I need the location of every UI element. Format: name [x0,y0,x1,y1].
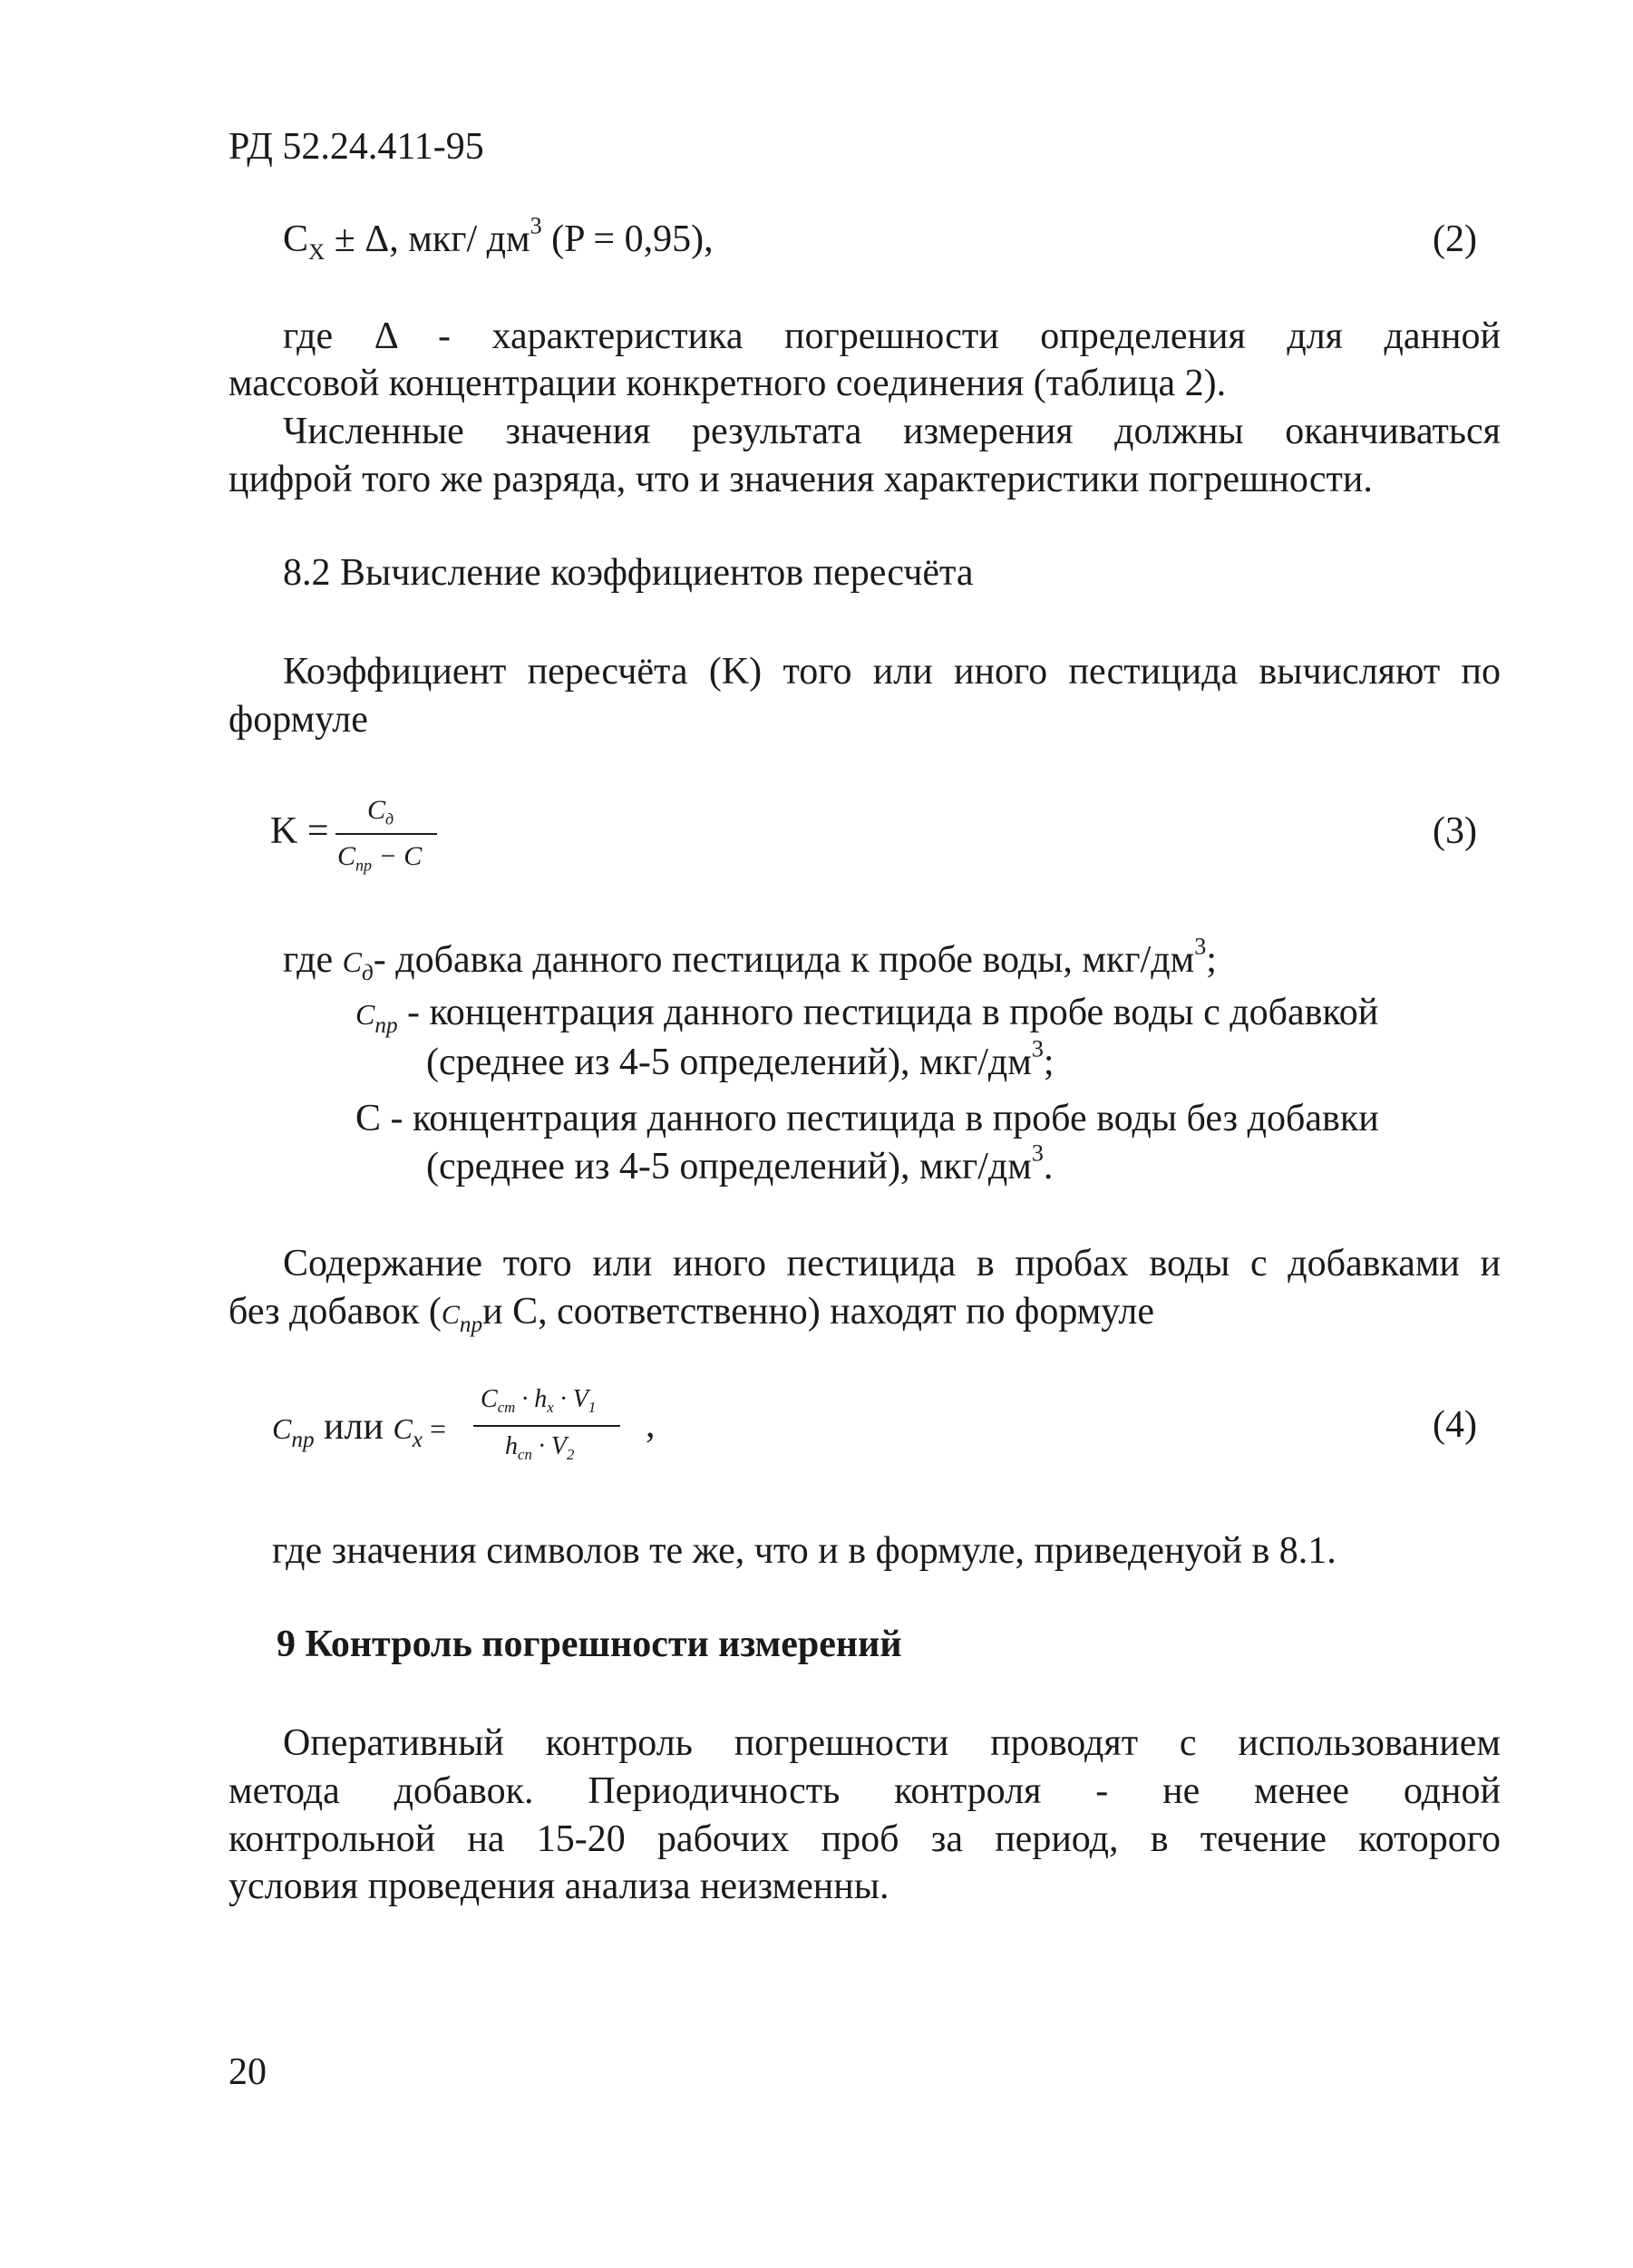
formula-2-number: (2) [1433,218,1477,260]
formula-2-cx: C [283,218,309,260]
formula-4-number: (4) [1433,1404,1477,1446]
definition-c: C - концентрация данного пестицида в пробе воды без добавки [355,1098,1379,1139]
definition-c-pr-continuation: (среднее из 4-5 определений), мкг/$дм^3$; [426,1035,1055,1083]
formula-4-numerator: $C_{cm} \cdot h_x \cdot V_1$ [481,1385,597,1416]
formula-2-cx-sub: X [308,239,326,265]
formula-3-fraction-bar [335,833,437,835]
formula-4-fraction-bar [473,1425,620,1427]
formula-3-lhs: K = [270,810,329,852]
formula-4-denominator: $h_{cn} \cdot V_2$ [505,1432,575,1463]
content-paragraph-line-1: Содержание того или иного пестицида в пробах воды с добавками и [283,1243,1501,1284]
section-9-title: 9 Контроль погрешности измерений [277,1623,902,1665]
page-number: 20 [228,2051,267,2093]
control-paragraph-line-3: контрольной на 15-20 рабочих проб за период, в течение которого [228,1818,1501,1860]
formula-2 [283,212,714,266]
formula-4-lhs: $C_{пр}$ или $C_x$ = [272,1406,447,1452]
definition-c-pr: $C_{пр}$ - концентрация данного пестицида в пробе воды с добавкой [355,992,1379,1038]
formula-3-numerator: $C_д$ [367,795,394,829]
k-paragraph-line-2: формуле [228,699,368,741]
formula-2-condition: (P = 0,95), [541,218,714,260]
digits-paragraph-line-1: Численные значения результата измерения должны оканчиваться [283,411,1501,452]
control-paragraph-line-4: условия проведения анализа неизменны. [228,1866,889,1907]
delta-definition-line-2: массовой концентрации конкретного соединения (таблица 2). [228,363,1227,404]
control-paragraph-line-2: метода добавок. Периодичность контроля - не менее одной [228,1770,1501,1812]
symbols-note: где значения символов те же, что и в формуле, приведенуой в 8.1. [272,1530,1337,1572]
k-paragraph-line-1: Коэффициент пересчёта (K) того или иного пестицида вычисляют по [283,651,1501,693]
control-paragraph-line-1: Оперативный контроль погрешности проводят с использованием [283,1722,1501,1764]
formula-2-expr: ± Δ, мкг/ дм [325,218,530,260]
digits-paragraph-line-2: цифрой того же разряда, что и значения характеристики погрешности. [228,459,1373,500]
content-paragraph-line-2: без добавок ($C_{пр}и$ C, соответственно) находят по формуле [228,1291,1155,1337]
formula-3-number: (3) [1433,810,1477,852]
formula-3-denominator: $C_{пр} - C$ [337,841,423,875]
definition-c-d: где $C_д-$ добавка данного пестицида к пробе воды, мкг/$дм^3$; [283,933,1217,985]
delta-definition-line-1: где Δ - характеристика погрешности определения для данной [283,315,1501,357]
formula-4-comma: , [646,1404,656,1446]
formula-2-exp: 3 [530,212,542,239]
definition-c-continuation: (среднее из 4-5 определений), мкг/$дм^3$. [426,1139,1054,1187]
section-8-2-title: 8.2 Вычисление коэффициентов пересчёта [283,552,974,594]
document-code: РД 52.24.411-95 [228,126,484,168]
